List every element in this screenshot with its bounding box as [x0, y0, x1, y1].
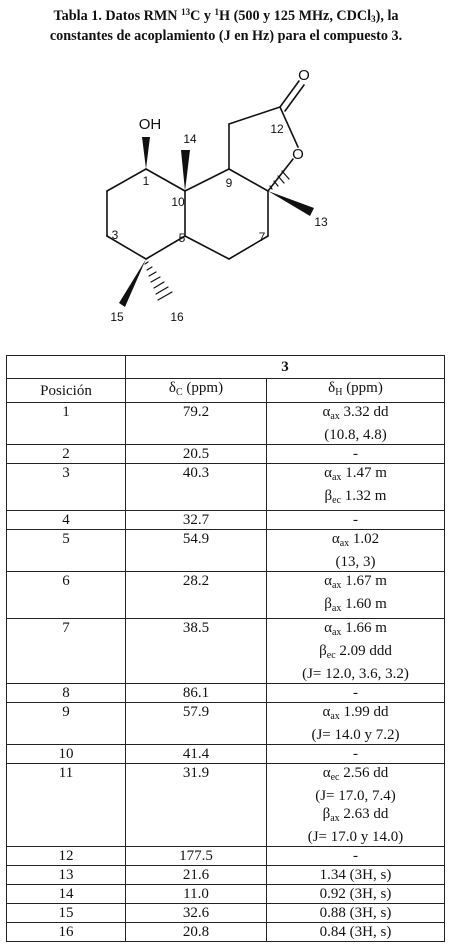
hashed-bond-c16: [145, 262, 172, 300]
cell-delta-h: [267, 703, 445, 745]
table-row: [7, 530, 445, 572]
cell-delta-h: [267, 511, 445, 530]
caption-subscript: 3: [371, 14, 376, 24]
table-row: [7, 847, 445, 866]
cell-position: 5: [7, 530, 126, 572]
table-row: [7, 885, 445, 904]
bond-c9-c8: [229, 169, 268, 191]
delta-h-line: [267, 866, 444, 884]
cell-position: 2: [7, 445, 126, 464]
position-number: 9: [225, 176, 233, 190]
cell-delta-c: 20.5: [126, 445, 267, 464]
delta-h-text: 1.99 dd: [339, 704, 389, 720]
nmr-table-body: [7, 356, 445, 942]
cell-delta-c: 54.9: [126, 530, 267, 572]
delta-unit: (ppm): [342, 380, 383, 396]
delta-h-text: -: [353, 848, 358, 864]
header-delta-h: [267, 379, 445, 403]
caption-text: Tabla 1. Datos RMN: [53, 8, 182, 24]
delta-h-subscript: ax: [331, 580, 342, 591]
delta-h-line: [267, 426, 444, 444]
delta-h-line: [267, 726, 444, 744]
delta-h-subscript: ax: [339, 538, 350, 549]
table-row: [7, 445, 445, 464]
delta-h-line: [267, 572, 444, 595]
delta-h-line: [267, 745, 444, 763]
cell-delta-c: 40.3: [126, 464, 267, 511]
delta-h-subscript: ax: [331, 472, 342, 483]
caption-text: H (500 y 125 MHz, CDCl: [219, 8, 372, 24]
cell-position: 9: [7, 703, 126, 745]
delta-h-line: [267, 684, 444, 702]
wedge-bond-c14: [181, 150, 190, 191]
delta-h-symbol: α: [322, 765, 331, 781]
wedge-bond-c13: [268, 191, 314, 216]
delta-unit: (ppm): [182, 380, 224, 396]
delta-h-line: [267, 403, 444, 426]
table-row: [7, 619, 445, 684]
delta-subscript: C: [175, 387, 183, 398]
atom-o-ring: O: [292, 146, 304, 163]
delta-h-text: 2.56 dd: [339, 765, 389, 781]
cell-delta-h: [267, 445, 445, 464]
cell-delta-h: [267, 764, 445, 847]
cell-delta-c: 79.2: [126, 403, 267, 445]
cell-delta-h: [267, 904, 445, 923]
cell-delta-c: 38.5: [126, 619, 267, 684]
caption-line-2: constantes de acoplamiento (J en Hz) para el compuesto 3.: [49, 28, 403, 44]
table-row: [7, 511, 445, 530]
table-row: [7, 764, 445, 847]
header-position: Posición: [7, 379, 126, 403]
cell-delta-c: 32.6: [126, 904, 267, 923]
delta-h-symbol: β: [322, 806, 331, 822]
cell-position: 12: [7, 847, 126, 866]
delta-h-line: [267, 847, 444, 865]
cell-delta-c: 20.8: [126, 923, 267, 942]
cell-delta-h: [267, 530, 445, 572]
delta-h-subscript: ax: [330, 411, 340, 422]
cell-position: 11: [7, 764, 126, 847]
caption-text: ), la: [375, 8, 399, 24]
position-number: 16: [170, 310, 184, 324]
delta-h-text: 0.92 (3H, s): [319, 886, 392, 902]
position-number: 14: [183, 132, 197, 146]
cell-delta-h: [267, 866, 445, 885]
cell-delta-h: [267, 923, 445, 942]
table-row: [7, 403, 445, 445]
table-row: [7, 745, 445, 764]
table-header-row: [7, 379, 445, 403]
cell-delta-h: [267, 619, 445, 684]
delta-h-subscript: ax: [330, 813, 340, 824]
delta-h-subscript: ax: [331, 603, 342, 614]
delta-h-line: [267, 642, 444, 665]
delta-h-subscript: ec: [330, 772, 340, 783]
cell-position: 16: [7, 923, 126, 942]
delta-h-subscript: ec: [326, 650, 336, 661]
delta-h-text: (10.8, 4.8): [324, 427, 387, 443]
delta-h-symbol: α: [324, 465, 332, 481]
cell-position: 8: [7, 684, 126, 703]
delta-h-symbol: α: [324, 573, 332, 589]
wedge-bond-c15: [119, 259, 146, 307]
delta-h-text: 0.88 (3H, s): [319, 905, 392, 921]
delta-h-text: -: [353, 446, 358, 462]
caption-superscript: 1: [214, 7, 220, 17]
cell-delta-c: 177.5: [126, 847, 267, 866]
delta-h-line: [267, 595, 444, 618]
delta-h-line: [267, 619, 444, 642]
delta-subscript: H: [335, 387, 343, 398]
delta-h-text: 1.60 m: [341, 596, 387, 612]
hashed-bond-c8-o: [270, 171, 289, 189]
delta-h-text: (J= 12.0, 3.6, 3.2): [302, 666, 409, 682]
delta-h-symbol: α: [322, 404, 331, 420]
delta-h-text: (J= 14.0 y 7.2): [311, 727, 400, 743]
delta-h-line: [267, 665, 444, 683]
delta-h-line: [267, 805, 444, 828]
delta-h-line: [267, 764, 444, 787]
header-blank-cell: [7, 356, 126, 379]
cell-position: 7: [7, 619, 126, 684]
cell-delta-c: 86.1: [126, 684, 267, 703]
delta-h-text: -: [353, 512, 358, 528]
caption-line-1: [0, 6, 452, 26]
chemical-structure: [0, 55, 452, 335]
table-row: [7, 923, 445, 942]
delta-h-text: 0.84 (3H, s): [319, 924, 392, 940]
cell-delta-h: [267, 847, 445, 866]
delta-h-text: 2.63 dd: [339, 806, 389, 822]
cell-delta-c: 21.6: [126, 866, 267, 885]
cell-position: 6: [7, 572, 126, 619]
cell-delta-h: [267, 403, 445, 445]
atom-oh: OH: [138, 116, 162, 133]
delta-h-text: (13, 3): [335, 554, 376, 570]
bond-c10-c9: [185, 169, 229, 191]
header-compound-cell: 3: [126, 356, 445, 379]
cell-position: 1: [7, 403, 126, 445]
position-number: 15: [110, 310, 124, 324]
cell-position: 14: [7, 885, 126, 904]
delta-h-subscript: ec: [332, 495, 342, 506]
delta-h-line: [267, 787, 444, 805]
wedge-bond-oh: [142, 137, 150, 169]
position-number: 13: [314, 215, 328, 229]
delta-h-line: [267, 445, 444, 463]
position-number: 1: [142, 174, 150, 188]
delta-h-symbol: α: [324, 620, 332, 636]
cell-position: 10: [7, 745, 126, 764]
delta-symbol: δ: [168, 380, 176, 396]
caption-superscript: 13: [181, 7, 191, 17]
bond-c1-c10: [146, 169, 185, 191]
cell-delta-c: 57.9: [126, 703, 267, 745]
delta-h-line: [267, 511, 444, 529]
delta-symbol: δ: [328, 380, 336, 396]
cell-delta-h: [267, 745, 445, 764]
position-number: 10: [171, 195, 185, 209]
delta-h-symbol: β: [324, 596, 332, 612]
bond-c1-c2: [107, 169, 146, 191]
delta-h-text: -: [353, 746, 358, 762]
caption-text: C y: [190, 8, 215, 24]
delta-h-symbol: β: [319, 643, 327, 659]
cell-position: 15: [7, 904, 126, 923]
table-row: [7, 464, 445, 511]
position-number: 7: [258, 230, 266, 244]
cell-delta-h: [267, 885, 445, 904]
delta-h-line: [267, 553, 444, 571]
cell-delta-h: [267, 464, 445, 511]
delta-h-text: 1.67 m: [341, 573, 387, 589]
delta-h-text: (J= 17.0 y 14.0): [307, 829, 404, 845]
cell-position: 13: [7, 866, 126, 885]
delta-h-line: [267, 464, 444, 487]
delta-h-line: [267, 885, 444, 903]
table-row: [7, 684, 445, 703]
cell-delta-c: 41.4: [126, 745, 267, 764]
delta-h-text: -: [353, 685, 358, 701]
table-caption: [0, 6, 452, 46]
cell-delta-h: [267, 572, 445, 619]
cell-delta-c: 31.9: [126, 764, 267, 847]
delta-h-subscript: ax: [330, 711, 340, 722]
position-number: 5: [178, 231, 186, 245]
bond-o-c8: [268, 159, 293, 191]
delta-h-text: 1.32 m: [341, 488, 387, 504]
delta-h-line: [267, 923, 444, 941]
table-row: [7, 866, 445, 885]
delta-h-line: [267, 828, 444, 846]
structure-bonds: [107, 81, 304, 300]
bond-c6-c5: [185, 236, 229, 259]
nmr-data-table: [6, 355, 445, 942]
cell-delta-c: 28.2: [126, 572, 267, 619]
delta-h-text: 3.32 dd: [339, 404, 389, 420]
delta-h-symbol: β: [324, 488, 333, 504]
delta-h-symbol: α: [322, 704, 331, 720]
delta-h-text: (J= 17.0, 7.4): [315, 788, 396, 804]
cell-delta-c: 32.7: [126, 511, 267, 530]
table-row: [7, 703, 445, 745]
delta-h-symbol: α: [331, 531, 340, 547]
table-row: [7, 572, 445, 619]
cell-delta-h: [267, 684, 445, 703]
delta-h-line: [267, 530, 444, 553]
delta-h-text: 1.34 (3H, s): [319, 867, 392, 883]
delta-h-text: 2.09 ddd: [335, 643, 392, 659]
bond-c12-o-double-a: [280, 81, 299, 107]
delta-h-text: 1.02: [349, 531, 380, 547]
table-header-compound-row: [7, 356, 445, 379]
bond-c12-o-double-b: [285, 85, 304, 111]
delta-h-line: [267, 487, 444, 510]
delta-h-line: [267, 703, 444, 726]
delta-h-text: 1.47 m: [341, 465, 387, 481]
cell-position: 3: [7, 464, 126, 511]
delta-h-subscript: ax: [331, 627, 342, 638]
position-number: 3: [111, 228, 119, 242]
cell-position: 4: [7, 511, 126, 530]
cell-delta-c: 11.0: [126, 885, 267, 904]
delta-h-text: 1.66 m: [341, 620, 387, 636]
position-number: 12: [270, 122, 284, 136]
table-row: [7, 904, 445, 923]
delta-h-line: [267, 904, 444, 922]
header-delta-c: [126, 379, 267, 403]
atom-o-carbonyl: O: [298, 67, 310, 84]
